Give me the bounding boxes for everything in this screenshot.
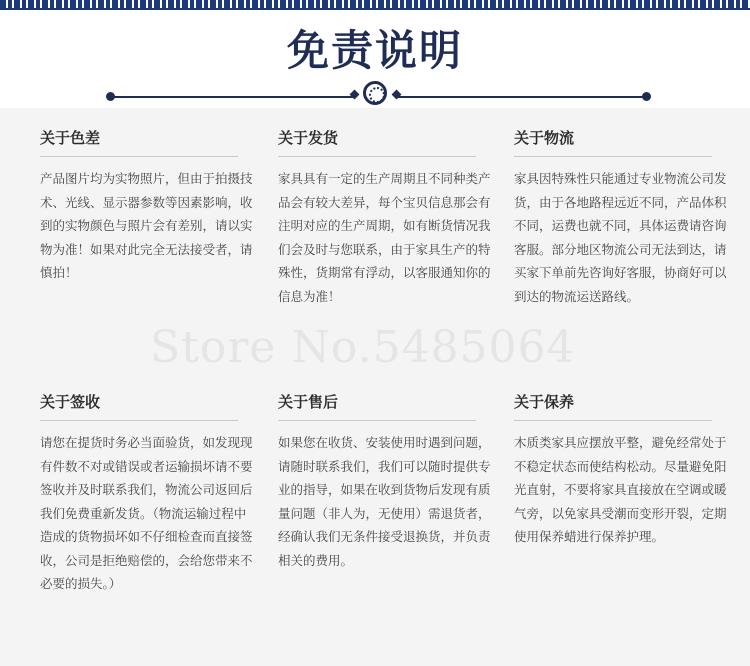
divider-dot-right bbox=[642, 92, 651, 101]
section-body: 如果您在收货、安装使用时遇到问题，请随时联系我们，我们可以随时提供专业的指导，如果在收到货物后发现有质量问题（非人为，无使用）需退货者，经确认我们无条件接受退换货，并负责相关的费用。 bbox=[278, 435, 491, 568]
section-body: 请您在提货时务必当面验货，如发现现有件数不对或错误或者运输损坏请不要签收并及时联系我们，物流公司返回后我们免费重新发货。（物流运输过程中造成的货物损坏如不仔细检查而直接签收，公司是拒绝赔偿的，会给您带来不必要的损失。） bbox=[40, 435, 253, 591]
page-title: 免责说明 bbox=[286, 26, 463, 75]
section-body: 产品图片均为实物照片，但由于拍摄技术、光线、显示器参数等因素影响，收到的实物颜色与照片会有差别，请以实物为准！如果对此完全无法接受者，请慎拍！ bbox=[40, 171, 253, 280]
section-body: 木质类家具应摆放平整，避免经常处于不稳定状态而使结构松动。尽量避免阳光直射，不要将家具直接放在空调或暖气旁，以免家具受潮而变形开裂，定期使用保养蜡进行保养护理。 bbox=[514, 435, 727, 544]
section-logistics bbox=[514, 120, 734, 308]
section-rule bbox=[278, 156, 476, 157]
section-rule bbox=[278, 420, 476, 421]
section-heading: 关于签收 bbox=[40, 393, 101, 411]
section-color-difference bbox=[40, 120, 260, 285]
section-rule bbox=[40, 156, 238, 157]
section-rule bbox=[514, 420, 712, 421]
medallion-ornament-icon bbox=[363, 81, 387, 105]
section-heading: 关于保养 bbox=[514, 393, 575, 411]
section-rule bbox=[514, 156, 712, 157]
section-receipt bbox=[40, 384, 260, 596]
title-divider-left bbox=[110, 96, 355, 98]
section-rule bbox=[40, 420, 238, 421]
divider-dot-left bbox=[106, 92, 115, 101]
section-after-sales bbox=[278, 384, 498, 572]
section-maintenance bbox=[514, 384, 734, 549]
section-heading: 关于售后 bbox=[278, 393, 339, 411]
store-watermark: Store No.5485064 bbox=[150, 322, 576, 373]
section-heading: 关于物流 bbox=[514, 129, 575, 147]
section-shipping bbox=[278, 120, 498, 308]
title-divider-right bbox=[395, 96, 645, 98]
section-heading: 关于色差 bbox=[40, 129, 101, 147]
section-body: 家具因特殊性只能通过专业物流公司发货，由于各地路程远近不同，产品体积不同，运费也就不同，具体运费请咨询客服。部分地区物流公司无法到达，请买家下单前先咨询好客服，协商好可以到达的物流运送路线。 bbox=[514, 171, 727, 304]
section-body: 家具具有一定的生产周期且不同种类产品会有较大差异，每个宝贝信息那会有注明对应的生产周期，如有断货情况我们会及时与您联系，由于家具生产的特殊性，货期常有浮动，以客服通知你的信息为准！ bbox=[278, 171, 491, 304]
top-decorative-border bbox=[0, 0, 750, 8]
section-heading: 关于发货 bbox=[278, 129, 339, 147]
